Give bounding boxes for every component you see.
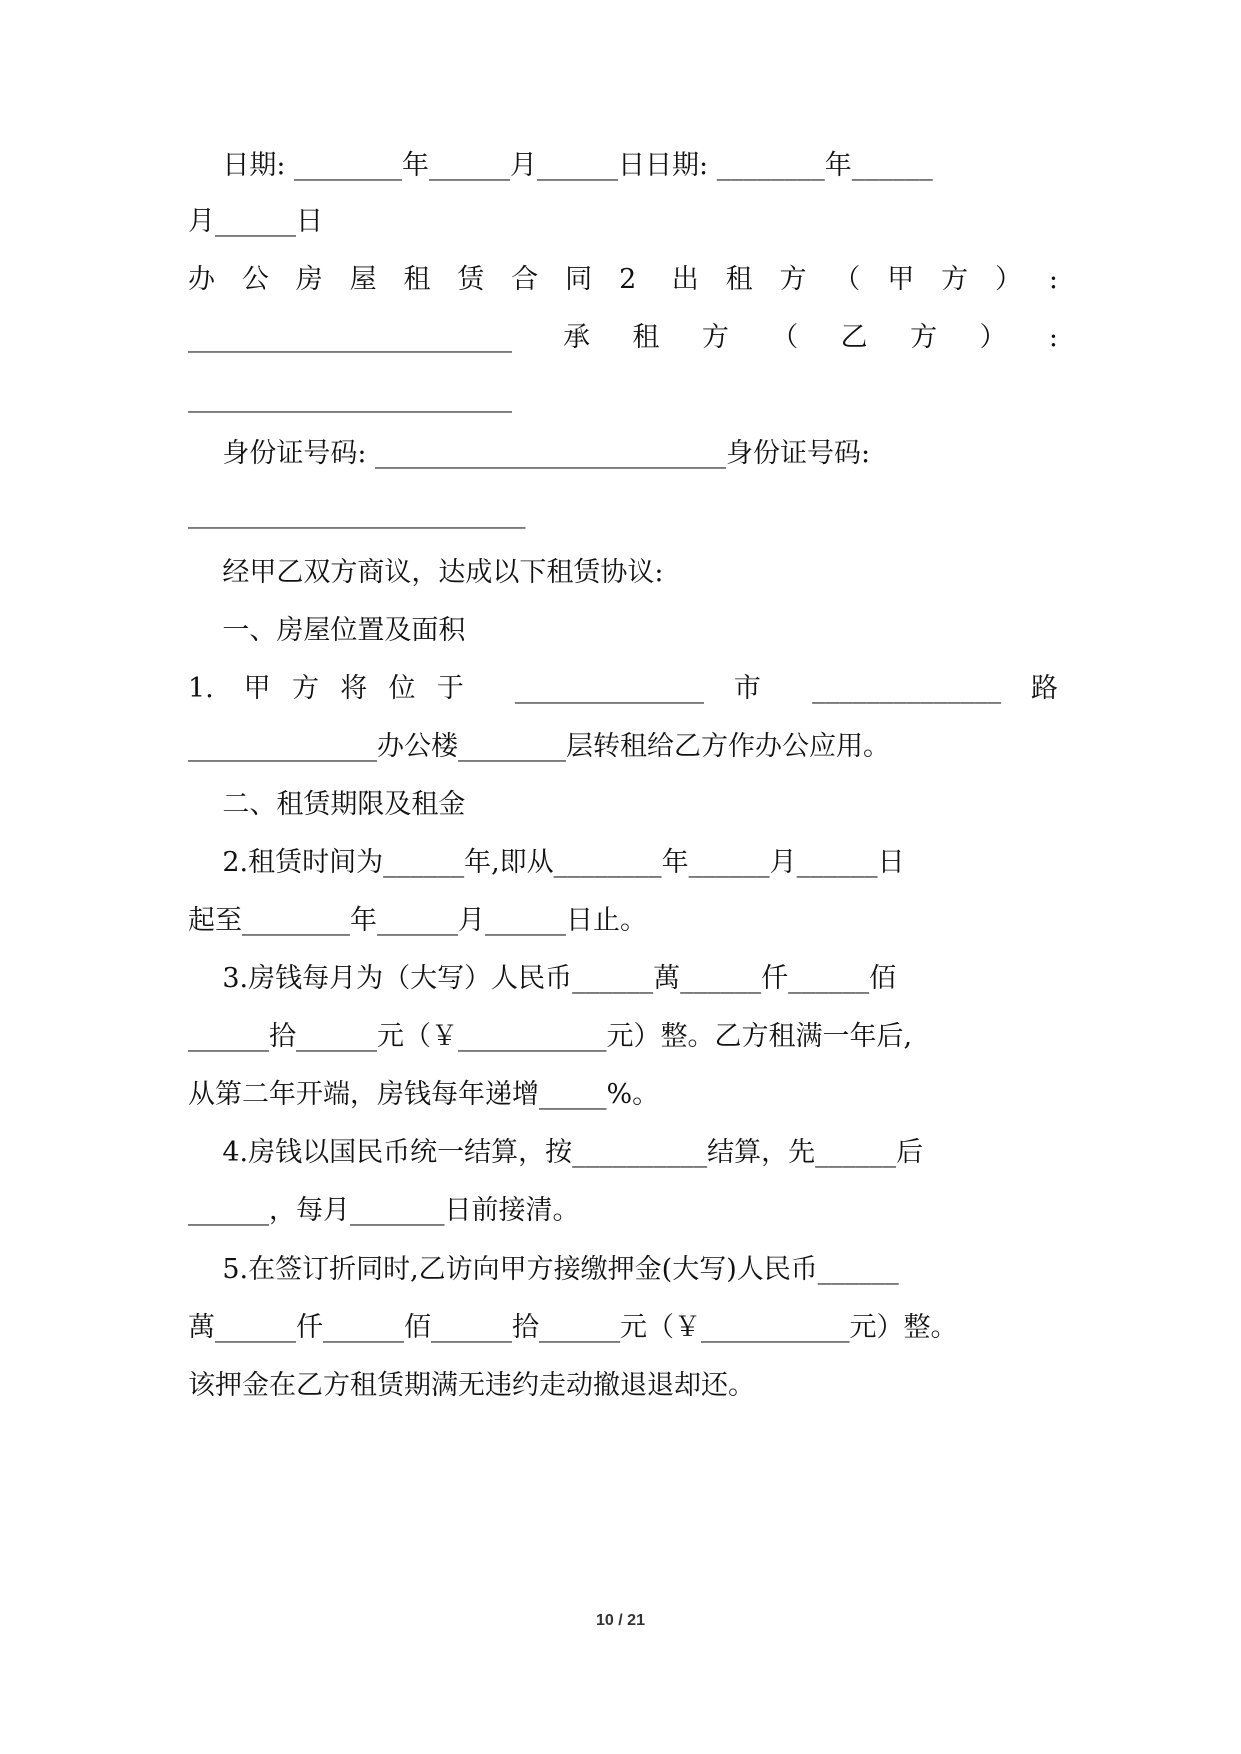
clause-2-term-continued: 起至________年______月______日止。 xyxy=(188,905,647,936)
date-signature-line: 日期: ________年______月______日日期: ________年______ xyxy=(188,150,933,181)
clause-5-deposit: 5.在签订折同时,乙访向甲方接缴押金(大写)人民币______ xyxy=(188,1254,899,1285)
clause-4-settlement: 4.房钱以国民币统一结算，按__________结算，先______后 xyxy=(188,1137,924,1168)
lessee-line: ________________________ 承租方（乙方）: xyxy=(188,322,1058,353)
section-two-heading: 二、租赁期限及租金 xyxy=(188,789,466,820)
id-number-blank: _________________________ xyxy=(188,498,526,529)
section-one-heading: 一、房屋位置及面积 xyxy=(188,615,466,646)
clause-2-term: 2.租赁时间为______年,即从________年______月______日 xyxy=(188,847,905,878)
agreement-intro: 经甲乙双方商议，达成以下租赁协议: xyxy=(188,557,664,588)
lessee-blank: ________________________ xyxy=(188,382,512,413)
contract-title-lessor: 办公房屋租赁合同2 出租方（甲方）: xyxy=(188,264,1058,295)
id-number-line: 身份证号码: __________________________身份证号码: xyxy=(188,438,871,469)
clause-1-location-continued: ______________办公楼________层转租给乙方作办公应用。 xyxy=(188,731,890,762)
clause-5-deposit-amount: 萬______仟______佰______拾______元（￥___________元）整。 xyxy=(188,1312,958,1343)
clause-5-deposit-refund: 该押金在乙方租赁期满无违约走动撤退退却还。 xyxy=(188,1370,755,1401)
clause-3-rent-continued: ______拾______元（￥___________元）整。乙方租满一年后, xyxy=(188,1021,913,1052)
clause-4-settlement-continued: ______，每月_______日前接清。 xyxy=(188,1195,580,1226)
clause-1-location: 1. 甲方将位于 ______________ 市 ______________ 路 xyxy=(188,673,1058,704)
page-number: 10 / 21 xyxy=(596,1612,645,1629)
clause-3-rent: 3.房钱每月为（大写）人民币______萬______仟______佰 xyxy=(188,963,897,994)
date-signature-line-continued: 月______日 xyxy=(188,206,323,237)
clause-3-rent-increase: 从第二年开端，房钱每年递增_____%。 xyxy=(188,1079,660,1110)
